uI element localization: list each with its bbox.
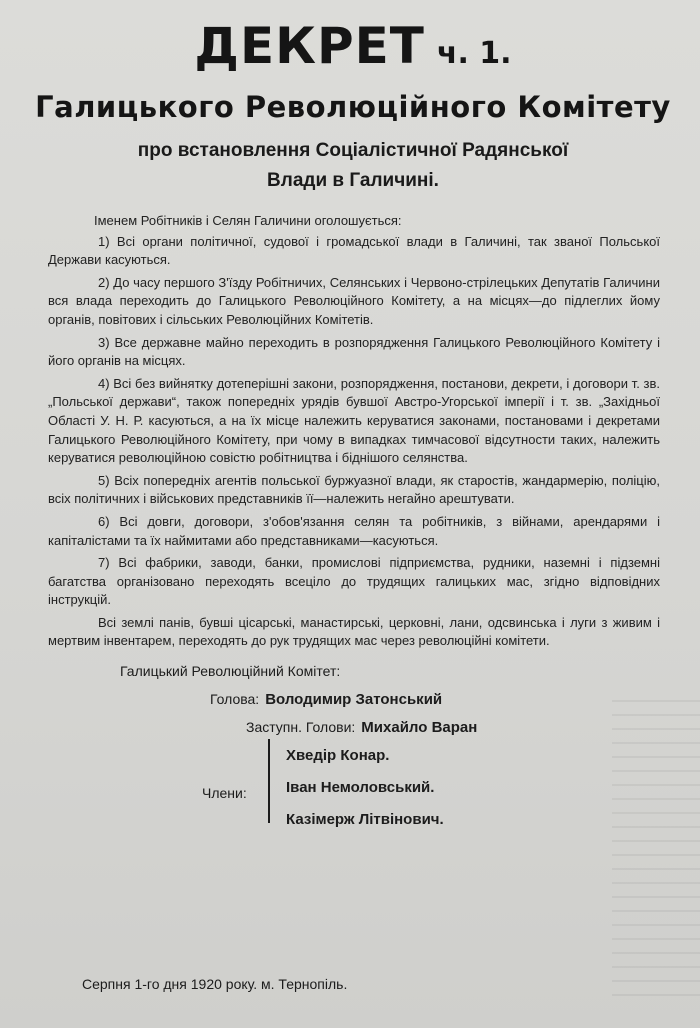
point-land: Всі землі панів, бувші цісарські, манастирські, церковні, лани, одсвинська і луги з живим і мертвим інвентарем, переходять до рук трудящих мас через революційні комітети. — [48, 614, 660, 649]
point-6: 6) Всі довги, договори, з'обов'язання селян та робітників, з війнами, арендарями і капіталістами та їх наймитами або представниками—касуються. — [48, 513, 660, 548]
deputy-name: Михайло Варан — [361, 719, 478, 737]
point-1: 1) Всі органи політичної, судової і громадської влади в Галичині, так званої Польської Держави касуються. — [48, 233, 660, 268]
title-row — [34, 14, 672, 78]
decree-title: ДЕКРЕТ — [194, 17, 425, 75]
about-heading — [34, 136, 672, 196]
point-2: 2) До часу першого З'їзду Робітничих, Селянських і Червоно-стрілецьких Депутатів Галичини вся влада переходить до Галицького Революційного Комітету, а на місцях—до підлеглих йому органів, повітових і сільських Революційних Комітетів. — [48, 274, 660, 327]
decree-body — [48, 212, 660, 651]
members-bracket — [268, 739, 270, 823]
point-7: 7) Всі фабрики, заводи, банки, промислові підприємства, рудники, наземні і підземні багатства організовано переходять всецілo до трудящих галицьких мас, згідно відповідних інструкцій. — [48, 555, 660, 608]
about-line-1: про встановлення Соціалістичної Радянської — [137, 140, 569, 161]
member-3: Казімерж Літвінович. — [286, 811, 444, 829]
about-line-2: Влади в Галичині. — [267, 170, 439, 191]
member-2: Іван Немоловський. — [286, 779, 435, 797]
decree-number: ч. 1. — [436, 36, 512, 71]
point-5: 5) Всіх попередніх агентів польської буржуазної влади, як старостів, жандармерію, поліцію, всіх політичних і військових представників її—належить негайно арештувати. — [48, 472, 660, 507]
issuer-heading: Галицького Революційного Комітету — [35, 90, 671, 124]
committee-name: Галицький Революційний Комітет: — [120, 663, 341, 680]
intro-paragraph: Іменем Робітників і Селян Галичини оголошується: — [94, 213, 402, 228]
bleed-through-texture — [612, 700, 700, 1000]
members-label: Члени: — [202, 785, 247, 802]
dateline: Серпня 1-го дня 1920 року. м. Тернопіль. — [82, 976, 348, 992]
head-role: Голова: — [210, 691, 260, 708]
point-3: 3) Все державне майно переходить в розпорядження Галицького Революційного Комітету і його органів на місцях. — [48, 334, 660, 369]
deputy-role: Заступн. Голови: — [246, 719, 356, 736]
signature-block — [34, 657, 672, 847]
head-name: Володимир Затонський — [265, 691, 443, 709]
head-row — [210, 691, 442, 708]
deputy-row — [246, 719, 477, 736]
point-4: 4) Всі без вийнятку дотеперішні закони, розпорядження, постанови, декрети, і договори т. зв. „Польської держави“, також попередніх урядів бувшої Австро-Угорської імперії і т. зв. „Західньої Області У. Н. Р. касуються, а на їх місце належить керуватися законами, постановами і декретами Галицького Революційного Комітету, при чому в випадках тимчасової відсутности таких, належить керуватися революційною совістю робітництва і біднішого селянства. — [48, 375, 660, 466]
member-1: Хведір Конар. — [286, 747, 390, 765]
